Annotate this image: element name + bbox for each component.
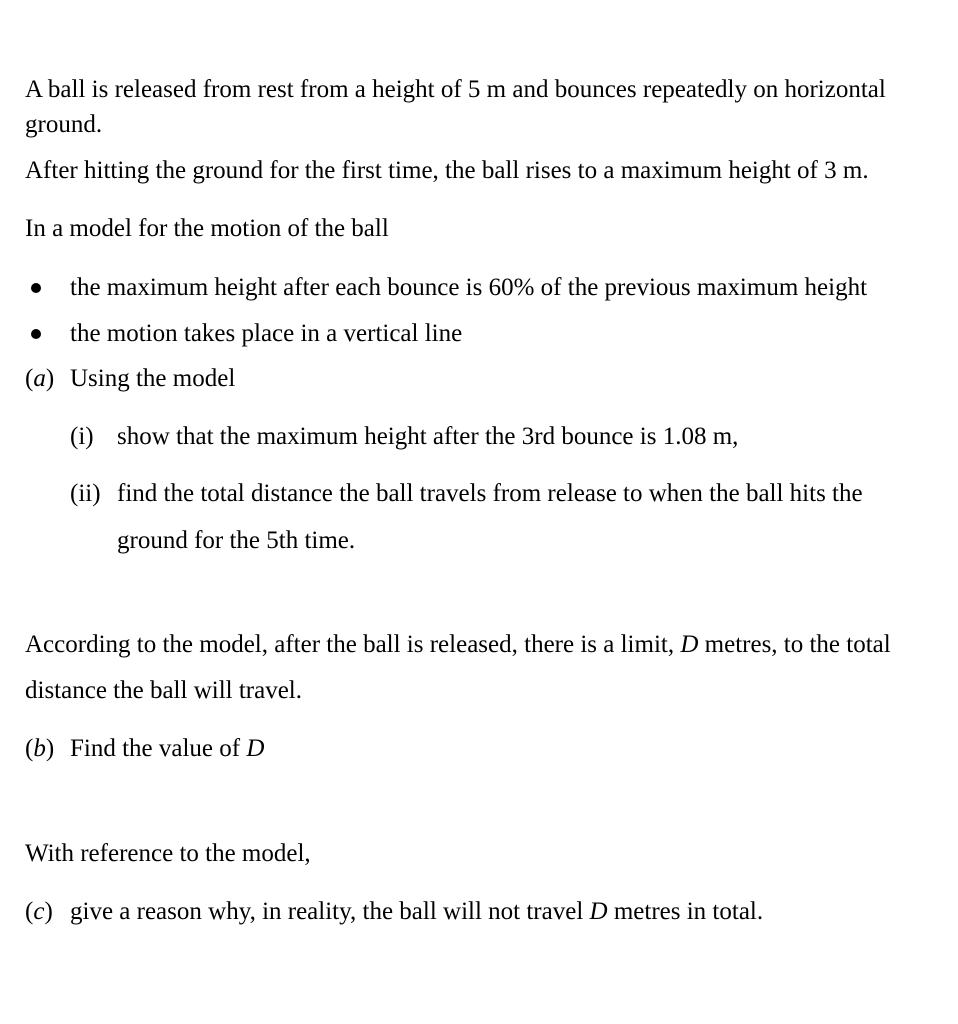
part-b-label: (b) — [25, 735, 55, 762]
limit-line-2: distance the ball will travel. — [25, 677, 302, 704]
part-a-i-text: show that the maximum height after the 3rd bounce is 1.08 m, — [117, 423, 739, 450]
intro-line-1: A ball is released from rest from a height of 5 m and bounces repeatedly on horizontal — [25, 76, 886, 103]
limit-line-1: According to the model, after the ball is released, there is a limit, D metres, to the total — [25, 631, 891, 658]
part-a-ii-text-2: ground for the 5th time. — [117, 527, 356, 554]
part-a-ii-label: (ii) — [70, 480, 101, 507]
intro-line-3: After hitting the ground for the first time, the ball rises to a maximum height of 3 m. — [25, 157, 869, 184]
part-c-label: (c) — [25, 898, 53, 925]
part-a-ii-text-1: find the total distance the ball travels from release to when the ball hits the — [117, 480, 863, 507]
bullet-dot-icon — [31, 283, 41, 293]
bullet-item-2: the motion takes place in a vertical line — [70, 320, 463, 347]
intro-line-2: ground. — [25, 111, 103, 138]
intro-line-4: In a model for the motion of the ball — [25, 215, 389, 242]
part-a-text: Using the model — [70, 365, 236, 392]
part-c-text: give a reason why, in reality, the ball will not travel D metres in total. — [70, 898, 764, 925]
part-a-label: (a) — [25, 365, 55, 392]
part-a-i-label: (i) — [70, 423, 94, 450]
reference-line: With reference to the model, — [25, 840, 311, 867]
bullet-item-1: the maximum height after each bounce is 60% of the previous maximum height — [70, 274, 868, 301]
bullet-dot-icon — [31, 329, 41, 339]
part-b-text: Find the value of D — [70, 735, 265, 762]
